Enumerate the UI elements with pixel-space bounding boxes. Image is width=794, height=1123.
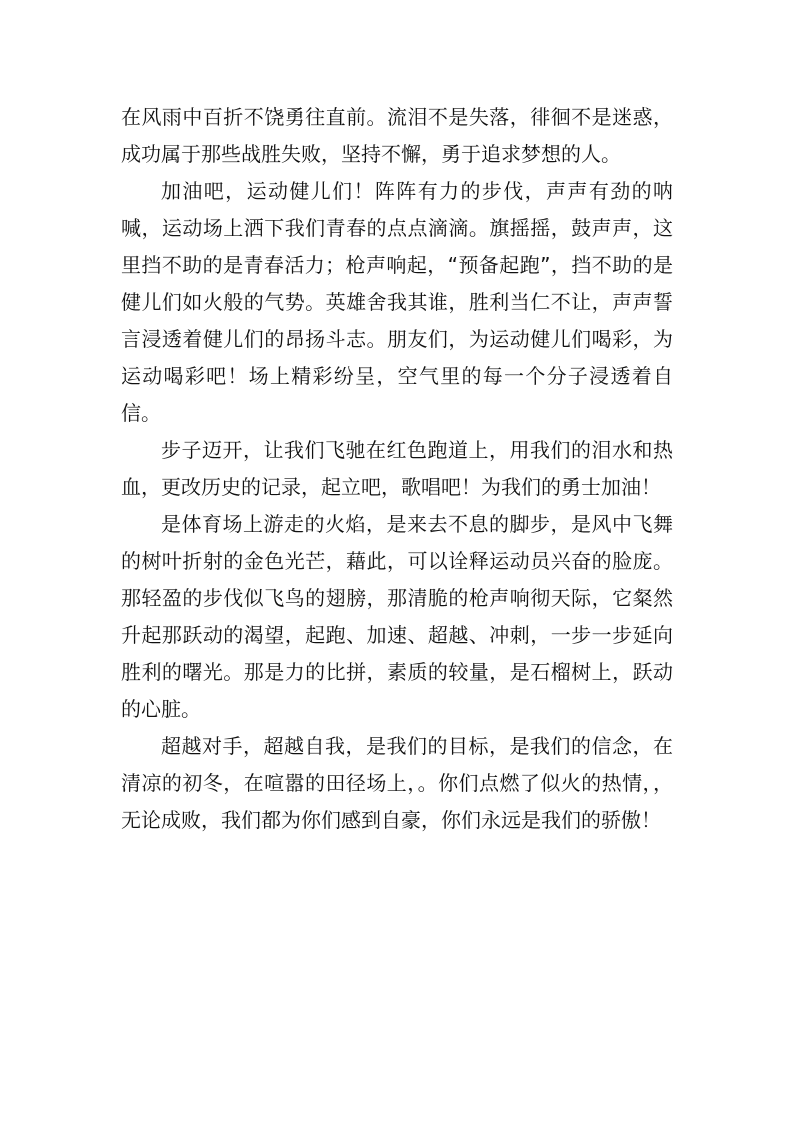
paragraph-5: 超越对手，超越自我，是我们的目标，是我们的信念，在清凉的初冬，在喧嚣的田径场上，。你们点燃了似火的热情，，无论成败，我们都为你们感到自豪，你们永远是我们的骄傲！ (121, 734, 673, 832)
paragraph-4: 是体育场上游走的火焰，是来去不息的脚步，是风中飞舞的树叶折射的金色光芒，藉此，可以诠释运动员兴奋的脸庞。那轻盈的步伐似飞鸟的翅膀，那清脆的枪声响彻天际，它粲然升起那跃动的渴望，起跑、加速、超越、冲刺，一步一步延向胜利的曙光。那是力的比拼，素质的较量，是石榴树上，跃动的心脏。 (121, 512, 673, 721)
paragraph-2: 加油吧，运动健儿们！阵阵有力的步伐，声声有劲的呐喊，运动场上洒下我们青春的点点滴滴。旗摇摇，鼓声声，这里挡不助的是青春活力；枪声响起，“预备起跑”，挡不助的是健儿们如火般的气势。英雄舍我其谁，胜利当仁不让，声声誓言浸透着健儿们的昂扬斗志。朋友们，为运动健儿们喝彩，为运动喝彩吧！场上精彩纷呈，空气里的每一个分子浸透着自信。 (121, 179, 673, 425)
paragraph-3: 步子迈开，让我们飞驰在红色跑道上，用我们的泪水和热血，更改历史的记录，起立吧，歌唱吧！为我们的勇士加油！ (121, 438, 673, 499)
paragraph-1: 在风雨中百折不饶勇往直前。流泪不是失落，徘徊不是迷惑，成功属于那些战胜失败，坚持不懈，勇于追求梦想的人。 (121, 105, 673, 166)
document-body (121, 99, 673, 839)
